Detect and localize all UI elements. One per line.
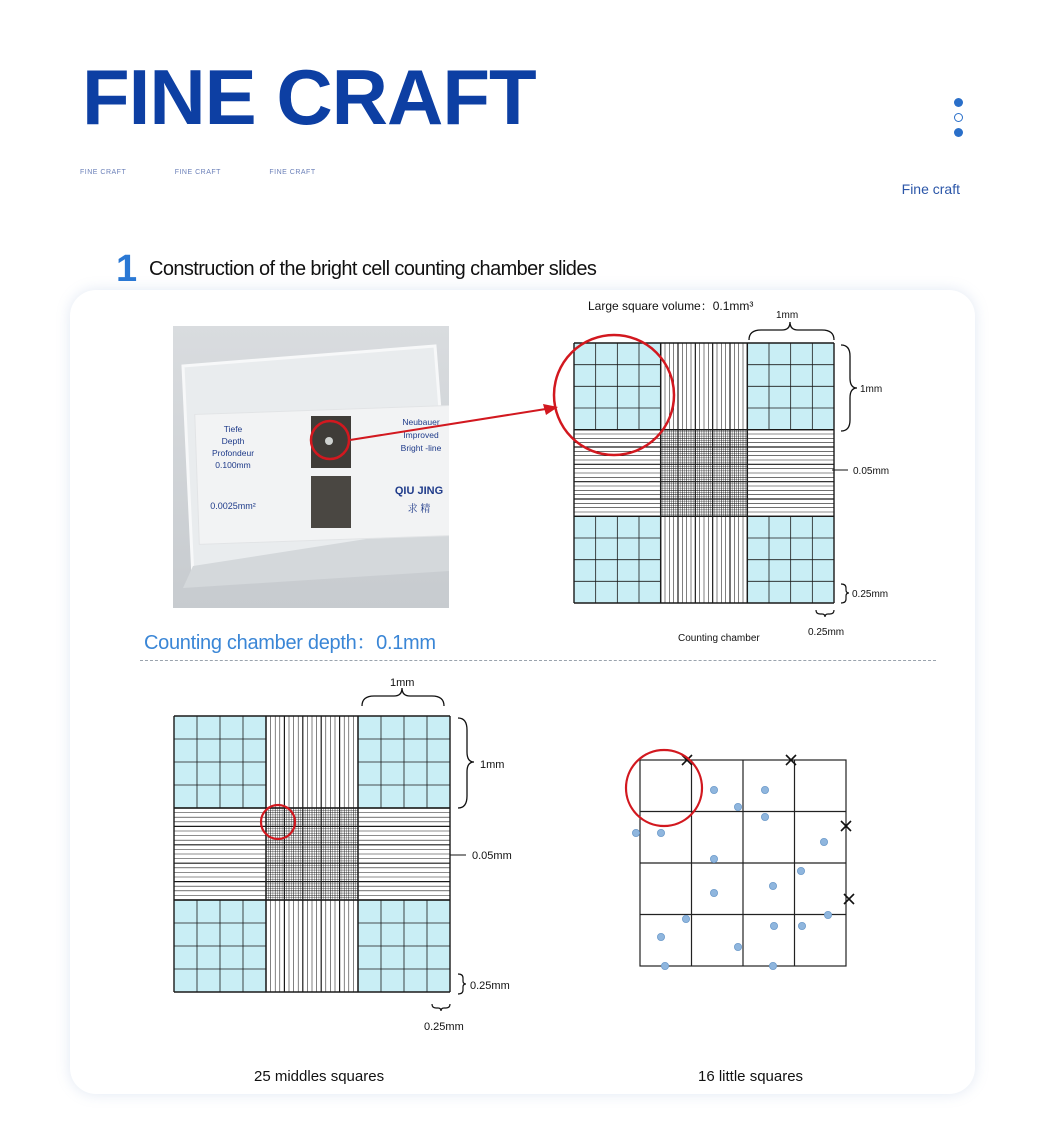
- slide-label-improved: Improved: [403, 430, 439, 440]
- mini-crumb-2: FINE CRAFT: [174, 169, 221, 176]
- volume-label: Large square volume：0.1mm³: [588, 299, 754, 313]
- middle-squares-caption: 25 middles squares: [254, 1068, 385, 1085]
- section-number: 1: [116, 248, 138, 290]
- page-title: FINE CRAFT: [82, 53, 536, 141]
- dim-mid-2: 0.05mm: [472, 850, 512, 862]
- slide-photo: [173, 326, 449, 608]
- pagination-dot-3[interactable]: [954, 128, 963, 137]
- cross-marks: [682, 755, 854, 904]
- brace-top: [749, 322, 834, 340]
- mini-crumb-1: FINE CRAFT: [80, 169, 127, 176]
- middle-grid: [174, 716, 450, 992]
- pagination-dots[interactable]: [952, 98, 964, 143]
- little-squares-diagram: [616, 740, 866, 980]
- mini-breadcrumb: [80, 169, 362, 176]
- dim-bottom-2: 0.25mm: [424, 1021, 464, 1033]
- dim-top-1mm-2: 1mm: [390, 677, 415, 689]
- slide-brand-cn: 求 精: [407, 504, 431, 515]
- dim-top-1mm: 1mm: [776, 310, 799, 321]
- counting-chamber-diagram: [550, 292, 930, 648]
- cell-dots: [632, 786, 831, 969]
- chamber-caption: Counting chamber: [678, 633, 760, 644]
- pagination-dot-2[interactable]: [954, 113, 963, 122]
- slide-label-brightline: Bright -line: [400, 443, 442, 453]
- dim-small-2: 0.25mm: [470, 980, 510, 992]
- section-title: Construction of the bright cell counting chamber slides: [149, 258, 597, 280]
- pointer-arrow: [340, 398, 570, 448]
- dim-mid: 0.05mm: [853, 466, 890, 477]
- pagination-dot-1[interactable]: [954, 98, 963, 107]
- slide-label-area: 0.0025mm²: [210, 501, 256, 511]
- slide-label-profondeur: Profondeur: [211, 448, 255, 458]
- slide-label-depth: Depth: [221, 436, 245, 446]
- section-tag: Fine craft: [901, 181, 960, 197]
- chamber-grid: [574, 343, 834, 603]
- brace-right: [841, 345, 857, 431]
- dim-right-1mm: 1mm: [860, 384, 883, 395]
- slide-label-tiefe: Tiefe: [223, 424, 243, 434]
- depth-label: Counting chamber depth：0.1mm: [144, 632, 436, 654]
- middle-squares-diagram: [150, 672, 530, 1042]
- highlight-circle-little: [626, 750, 702, 826]
- dim-right-1mm-2: 1mm: [480, 759, 505, 771]
- slide-label-depth-value: 0.100mm: [215, 460, 251, 470]
- slide-label-neubauer: Neubauer: [402, 417, 440, 427]
- mini-crumb-3: FINE CRAFT: [269, 169, 316, 176]
- dim-bottom: 0.25mm: [808, 627, 845, 638]
- section-divider: [140, 660, 936, 661]
- dim-small: 0.25mm: [852, 589, 889, 600]
- slide-brand: QIU JING: [394, 485, 444, 497]
- little-squares-caption: 16 little squares: [698, 1068, 804, 1085]
